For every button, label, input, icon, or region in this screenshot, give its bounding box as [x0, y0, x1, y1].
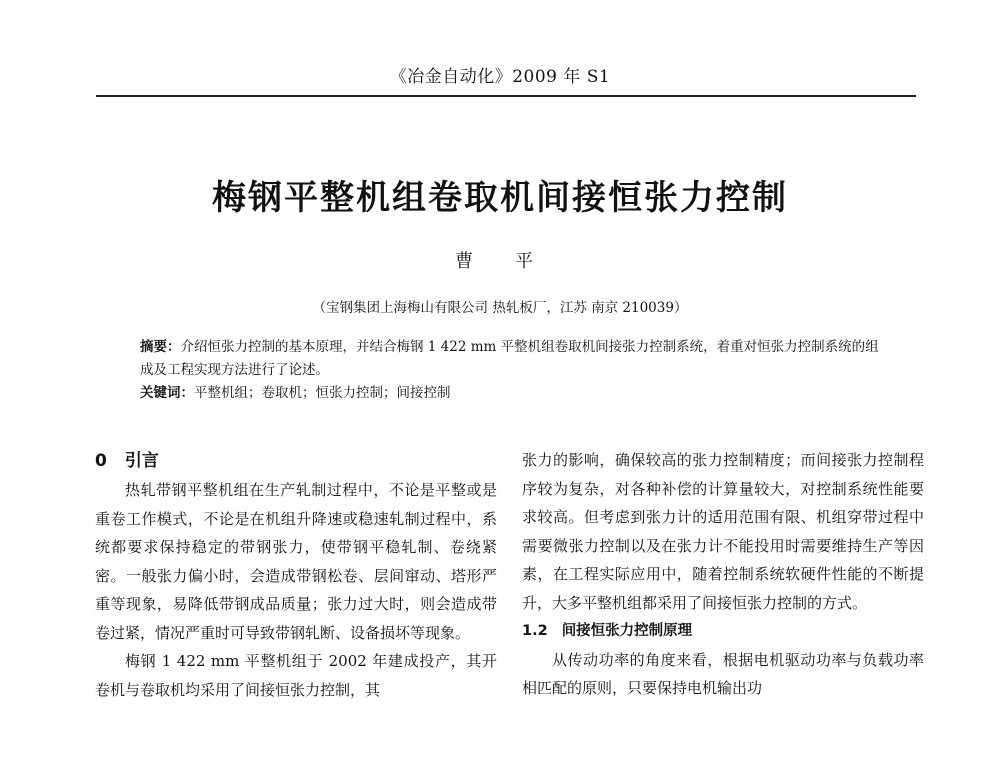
- body-paragraph: 张力的影响，确保较高的张力控制精度；而间接张力控制程序较为复杂，对各种补偿的计算量较大，对控制系统性能要求较高。但考虑到张力计的适用范围有限、机组穿带过程中需要微张力控制以及在张力计不能投用时需要维持生产等因素，在工程实际应用中，随着控制系统软硬件性能的不断提升，大多平整机组都采用了间接恒张力控制的方式。: [522, 451, 924, 612]
- keywords: [140, 382, 890, 405]
- subsection-heading: [522, 617, 924, 646]
- abstract-block: [140, 336, 890, 405]
- author-affiliation: （宝钢集团上海梅山有限公司 热轧板厂，江苏 南京 210039）: [312, 300, 688, 316]
- left-column: [95, 446, 497, 704]
- body-paragraph: 从传动功率的角度来看，根据电机驱动功率与负载功率相匹配的原则，只要保持电机输出功: [522, 650, 924, 697]
- journal-header: 《冶金自动化》2009 年 S1: [389, 67, 611, 87]
- section-heading-introduction: [95, 446, 497, 476]
- header-rule: [96, 95, 916, 97]
- body-paragraph: 梅钢 1 422 mm 平整机组于 2002 年建成投产，其开卷机与卷取机均采用了间接恒张力控制，其: [95, 652, 497, 699]
- body-paragraph: 热轧带钢平整机组在生产轧制过程中，不论是平整或是重卷工作模式，不论是在机组升降速或稳速轧制过程中，系统都要求保持稳定的带钢张力，使带钢平稳轧制、卷绕紧密。一般张力偏小时，会造成带钢松卷、层间窜动、塔形严重等现象，易降低带钢成品质量；张力过大时，则会造成带卷过紧，情况严重时可导致带钢轧断、设备损坏等现象。: [95, 481, 497, 642]
- abstract-label: 摘要：: [140, 339, 181, 355]
- paper-title: 梅钢平整机组卷取机间接恒张力控制: [212, 178, 788, 218]
- subsection-title: 间接恒张力控制原理: [561, 623, 693, 639]
- right-column: [522, 446, 924, 703]
- section-title: 引言: [124, 451, 159, 471]
- section-number: 0: [95, 451, 107, 471]
- keywords-text: 平整机组；卷取机；恒张力控制；间接控制: [194, 385, 451, 401]
- abstract-text: 介绍恒张力控制的基本原理，并结合梅钢 1 422 mm 平整机组卷取机间接张力控制系统，着重对恒张力控制系统的组成及工程实现方法进行了论述。: [140, 339, 879, 378]
- subsection-number: 1.2: [522, 623, 548, 639]
- paper-author: 曹 平: [455, 251, 545, 272]
- keywords-label: 关键词：: [140, 385, 194, 401]
- abstract: [140, 336, 890, 382]
